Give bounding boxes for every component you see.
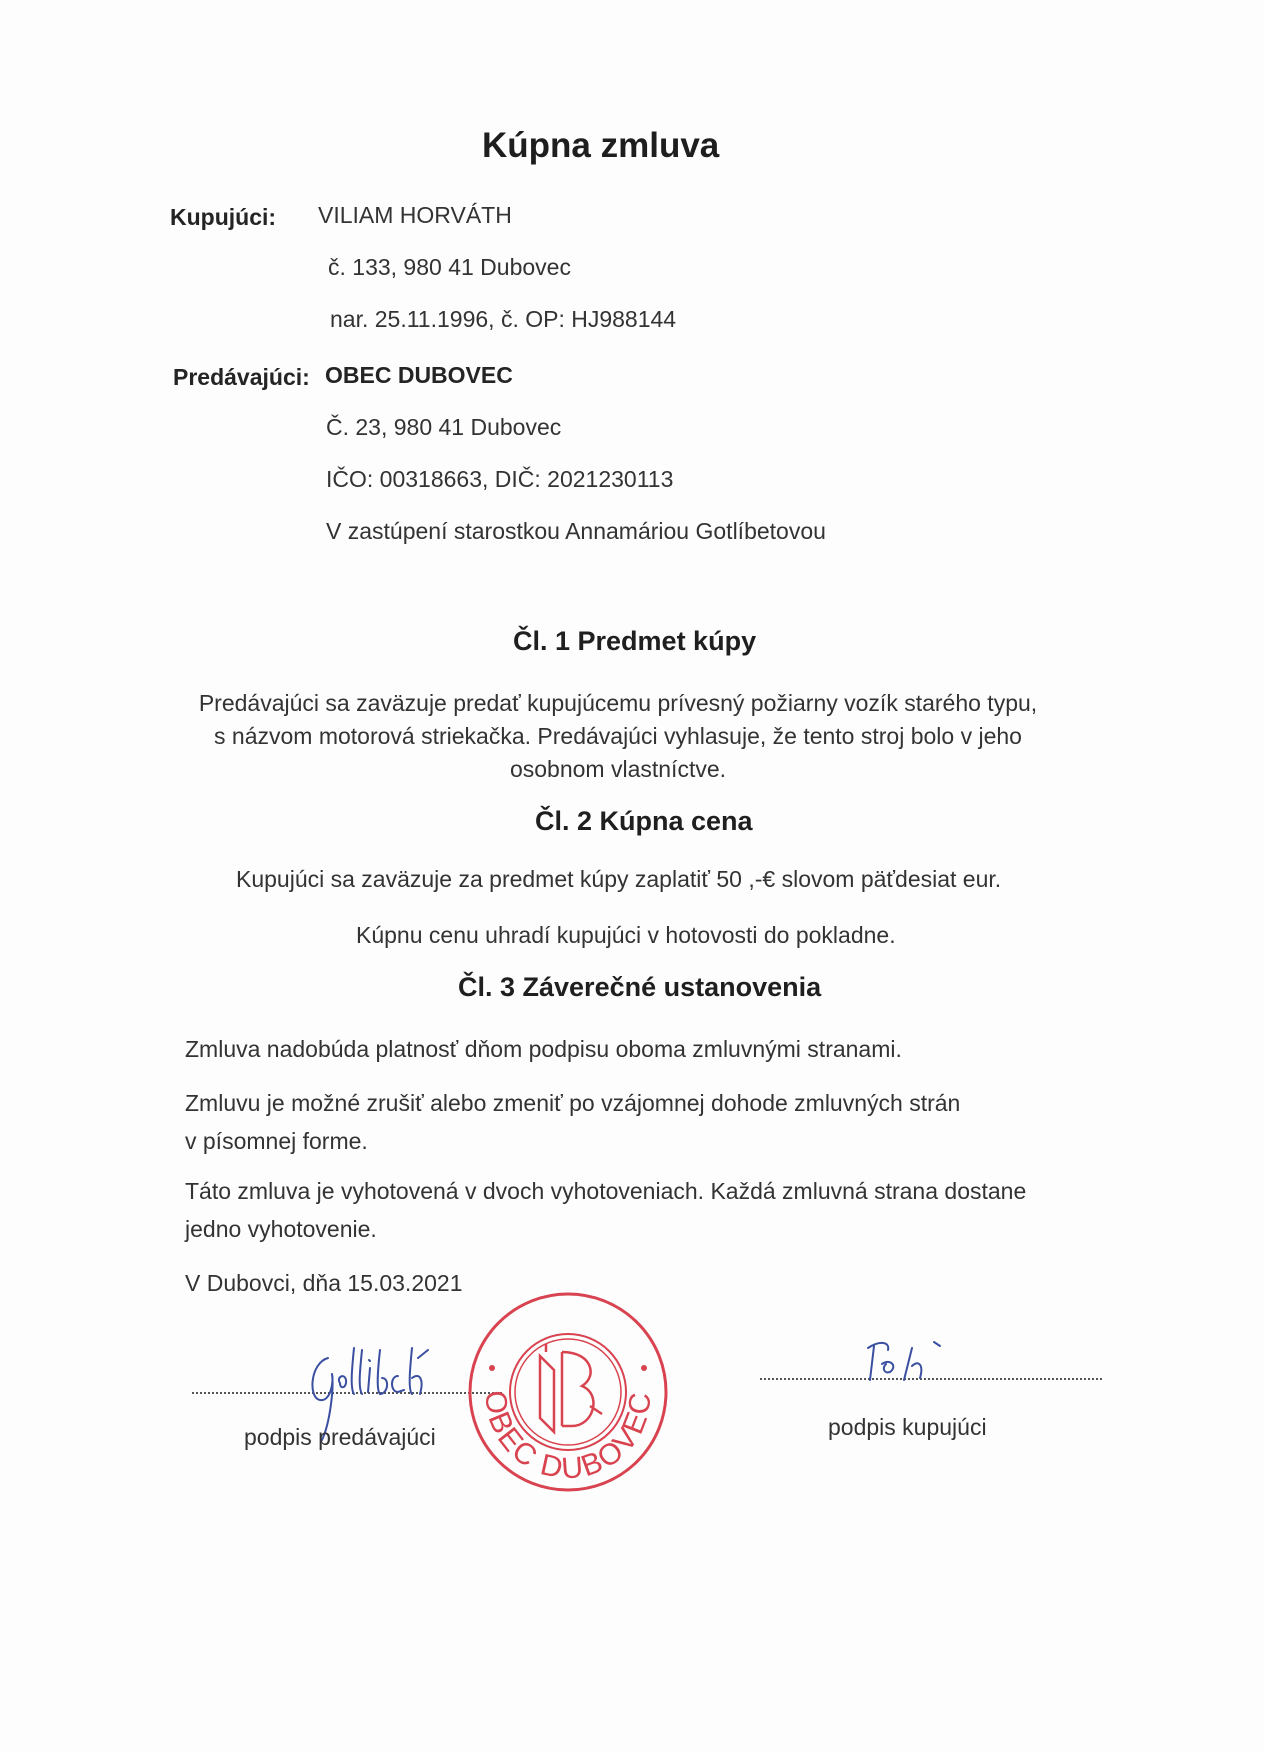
place-and-date: V Dubovci, dňa 15.03.2021 <box>185 1270 463 1296</box>
article-1-heading: Čl. 1 Predmet kúpy <box>513 626 757 656</box>
seller-label: Predávajúci: <box>173 364 310 390</box>
seller-ids: IČO: 00318663, DIČ: 2021230113 <box>326 466 674 492</box>
article-3-paragraph-1: Zmluva nadobúda platnosť dňom podpisu oboma zmluvnými stranami. <box>185 1036 902 1062</box>
buyer-address: č. 133, 980 41 Dubovec <box>328 254 571 280</box>
article-2-line-1: Kupujúci sa zaväzuje za predmet kúpy zaplatiť 50 ,-€ slovom päťdesiat eur. <box>236 866 1002 892</box>
buyer-birth-id: nar. 25.11.1996, č. OP: HJ988144 <box>330 306 677 332</box>
article-3-paragraph-3-line-2: jedno vyhotovenie. <box>185 1216 377 1242</box>
municipality-stamp <box>462 1286 674 1498</box>
article-3-paragraph-3-line-1: Táto zmluva je vyhotovená v dvoch vyhotoveniach. Každá zmluvná strana dostane <box>185 1178 1027 1204</box>
article-3-paragraph-2-line-2: v písomnej forme. <box>185 1128 368 1154</box>
svg-text:OBEC DUBOVEC: OBEC DUBOVEC <box>478 1389 658 1486</box>
buyer-label: Kupujúci: <box>170 204 277 230</box>
article-3-heading: Čl. 3 Záverečné ustanovenia <box>458 972 822 1002</box>
article-1-line-2: s názvom motorová striekačka. Predávajúci vyhlasuje, že tento stroj bolo v jeho <box>214 723 1022 749</box>
seller-representative: V zastúpení starostkou Annamáriou Gotlíbetovou <box>326 518 826 544</box>
seller-address: Č. 23, 980 41 Dubovec <box>326 414 562 440</box>
seller-signature-caption: podpis predávajúci <box>244 1424 436 1450</box>
article-3-paragraph-2-line-1: Zmluvu je možné zrušiť alebo zmeniť po vzájomnej dohode zmluvných strán <box>185 1090 961 1116</box>
page-title: Kúpna zmluva <box>482 126 720 165</box>
buyer-signature-caption: podpis kupujúci <box>828 1414 987 1440</box>
buyer-name: VILIAM HORVÁTH <box>318 202 512 228</box>
buyer-handwritten-signature <box>860 1330 970 1390</box>
article-1-line-1: Predávajúci sa zaväzuje predať kupujúcemu prívesný požiarny vozík starého typu, <box>198 690 1038 716</box>
article-2-line-2: Kúpnu cenu uhradí kupujúci v hotovosti do pokladne. <box>356 922 896 948</box>
article-1-line-3: osobnom vlastníctve. <box>509 756 727 782</box>
article-2-heading: Čl. 2 Kúpna cena <box>535 806 753 836</box>
seller-name: OBEC DUBOVEC <box>325 362 513 388</box>
